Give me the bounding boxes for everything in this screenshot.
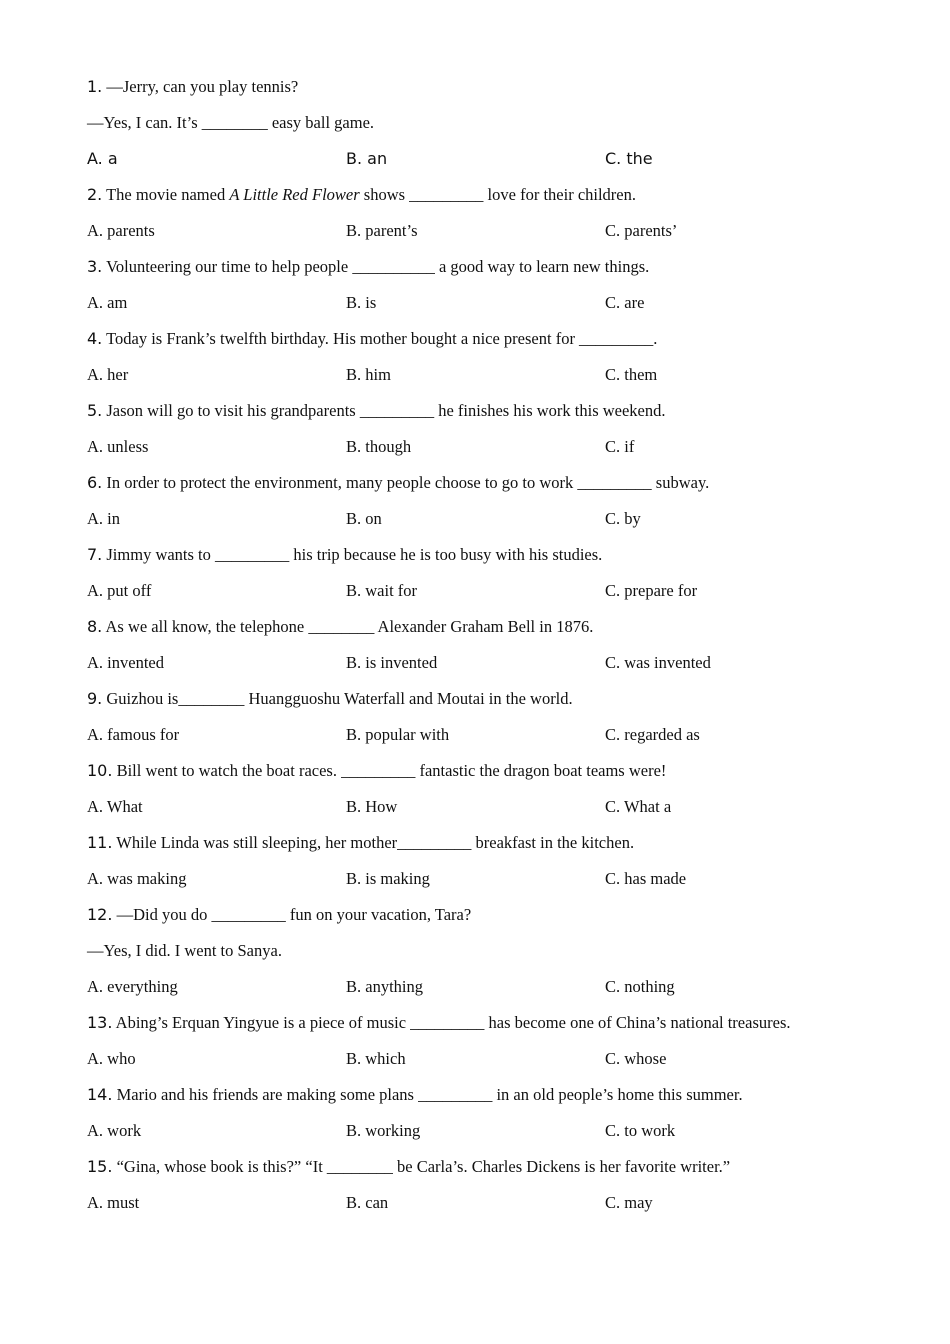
question-number: 6. [87,473,103,492]
question-3 [87,256,877,314]
options-row [87,292,877,314]
question-10 [87,760,877,818]
option-b: B. How [346,797,398,816]
question-number: 4. [87,329,103,348]
options-row [87,868,877,890]
question-number: 9. [87,689,103,708]
option-c: C. regarded as [605,725,700,744]
question-stem [87,400,877,422]
question-text-line2: —Yes, I did. I went to Sanya. [87,941,282,960]
option-a: A. work [87,1121,142,1140]
option-a: A. am [87,293,128,312]
option-c: C. prepare for [605,581,698,600]
question-number: 5. [87,401,103,420]
options-row [87,724,877,746]
question-text: Abing’s Erquan Yingyue is a piece of music _________ has become one of China’s national treasures. [115,1013,791,1032]
option-b: B. on [346,509,382,528]
option-c: C. was invented [605,653,711,672]
question-text: —Jerry, can you play tennis? [106,77,299,96]
question-text: —Did you do _________ fun on your vacation, Tara? [116,905,472,924]
question-text: Jason will go to visit his grandparents _________ he finishes his work this weekend. [106,401,666,420]
option-c: C. them [605,365,658,384]
option-b: B. him [346,365,391,384]
question-14 [87,1084,877,1142]
question-text: In order to protect the environment, many people choose to go to work _________ subway. [106,473,710,492]
question-stem [87,184,877,206]
option-a: A. in [87,509,120,528]
question-stem [87,832,877,854]
option-a: A. unless [87,437,149,456]
question-6 [87,472,877,530]
question-number: 10. [87,761,113,780]
question-15 [87,1156,877,1214]
option-b: B. an [346,149,388,168]
question-text: Bill went to watch the boat races. _________ fantastic the dragon boat teams were! [116,761,667,780]
question-number: 15. [87,1157,113,1176]
worksheet-page [87,76,877,1228]
question-number: 1. [87,77,103,96]
option-b: B. though [346,437,412,456]
option-a: A. who [87,1049,136,1068]
option-b: B. can [346,1193,389,1212]
options-row [87,1192,877,1214]
option-a: A. was making [87,869,187,888]
question-8 [87,616,877,674]
question-stem [87,256,877,278]
options-row [87,364,877,386]
option-b: B. wait for [346,581,418,600]
options-row [87,220,877,242]
options-row [87,436,877,458]
question-text: “Gina, whose book is this?” “It ________ be Carla’s. Charles Dickens is her favorite writer.” [116,1157,731,1176]
question-number: 2. [87,185,103,204]
question-2 [87,184,877,242]
movie-title: A Little Red Flower [229,185,360,204]
option-c: C. by [605,509,641,528]
option-c: C. What a [605,797,672,816]
option-c: C. the [605,149,653,168]
question-stem [87,544,877,566]
option-c: C. has made [605,869,687,888]
option-b: B. which [346,1049,406,1068]
question-stem [87,328,877,350]
options-row [87,148,877,170]
question-number: 8. [87,617,103,636]
option-a: A. invented [87,653,164,672]
options-row [87,796,877,818]
option-b: B. is [346,293,377,312]
option-a: A. famous for [87,725,180,744]
option-a: A. parents [87,221,155,240]
question-number: 3. [87,257,103,276]
question-stem [87,1084,877,1106]
option-c: C. may [605,1193,653,1212]
question-stem [87,904,877,926]
question-stem [87,1012,877,1034]
question-5 [87,400,877,458]
option-b: B. is making [346,869,430,888]
options-row [87,976,877,998]
question-text: Jimmy wants to _________ his trip because he is too busy with his studies. [106,545,603,564]
question-stem [87,688,877,710]
question-text: Volunteering our time to help people __________ a good way to learn new things. [106,257,650,276]
question-stem [87,472,877,494]
question-number: 11. [87,833,113,852]
option-b: B. anything [346,977,423,996]
options-row [87,508,877,530]
options-row [87,652,877,674]
option-b: B. popular with [346,725,450,744]
option-a: A. everything [87,977,178,996]
question-number: 12. [87,905,113,924]
option-a: A. her [87,365,129,384]
question-stem [87,760,877,782]
option-c: C. are [605,293,645,312]
question-text: As we all know, the telephone ________ Alexander Graham Bell in 1876. [105,617,594,636]
question-13 [87,1012,877,1070]
option-c: C. whose [605,1049,667,1068]
question-stem [87,76,877,98]
option-c: C. to work [605,1121,676,1140]
question-number: 13. [87,1013,113,1032]
option-b: B. is invented [346,653,438,672]
question-text: Mario and his friends are making some plans _________ in an old people’s home this summer. [116,1085,743,1104]
question-text-line2: —Yes, I can. It’s ________ easy ball game. [87,113,375,132]
options-row [87,1048,877,1070]
option-a: A. a [87,149,118,168]
option-b: B. parent’s [346,221,418,240]
question-7 [87,544,877,602]
question-number: 14. [87,1085,113,1104]
question-text-pre: The movie named [106,185,230,204]
question-1 [87,76,877,170]
option-c: C. parents’ [605,221,678,240]
options-row [87,580,877,602]
option-a: A. must [87,1193,140,1212]
question-4 [87,328,877,386]
option-a: A. put off [87,581,152,600]
question-stem [87,616,877,638]
question-11 [87,832,877,890]
question-text: Today is Frank’s twelfth birthday. His mother bought a nice present for _________. [106,329,658,348]
option-b: B. working [346,1121,421,1140]
option-c: C. nothing [605,977,675,996]
question-9 [87,688,877,746]
option-c: C. if [605,437,635,456]
question-text: Guizhou is________ Huangguoshu Waterfall and Moutai in the world. [106,689,573,708]
option-a: A. What [87,797,143,816]
question-12 [87,904,877,998]
options-row [87,1120,877,1142]
question-text-post: shows _________ love for their children. [359,185,636,204]
question-number: 7. [87,545,103,564]
question-text: While Linda was still sleeping, her mother_________ breakfast in the kitchen. [116,833,635,852]
question-stem [87,1156,877,1178]
